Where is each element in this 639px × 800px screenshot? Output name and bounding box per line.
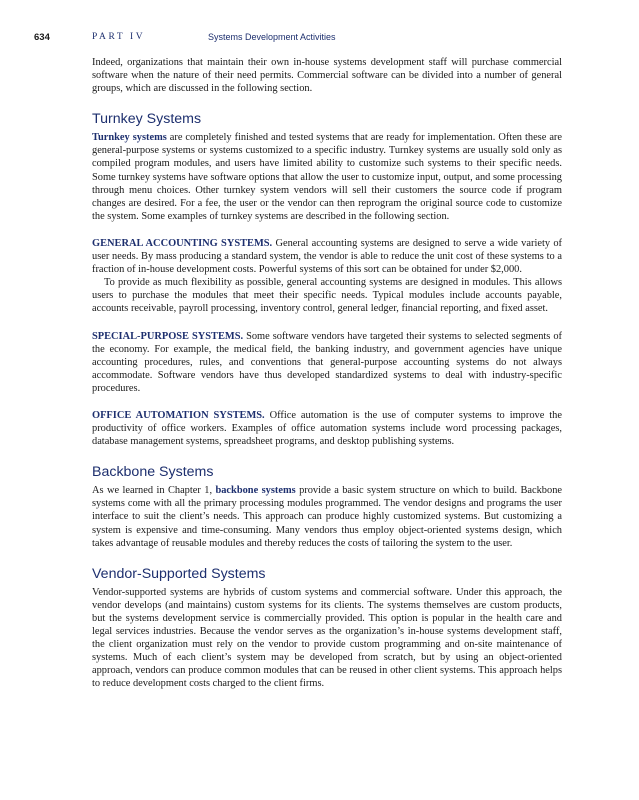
- part-title: Systems Development Activities: [208, 32, 336, 42]
- intro-paragraph: Indeed, organizations that maintain their own in-house systems development staff will purchase commercial software when the nature of their need permits. Commercial software can be divided into a number of general groups, which are discussed in the following section.: [92, 57, 562, 95]
- runin-special-purpose: SPECIAL-PURPOSE SYSTEMS.: [92, 330, 244, 342]
- special-purpose-paragraph: [92, 330, 562, 395]
- office-automation-text: Office automation is the use of computer systems to improve the productivity of office workers. Examples of office automation systems include word processing packages, database management systems, spreadsheet programs, and desktop publishing systems.: [92, 409, 562, 448]
- heading-backbone-systems: Backbone Systems: [92, 464, 214, 481]
- general-accounting-paragraph: [92, 237, 562, 276]
- vendor-supported-paragraph: Vendor-supported systems are hybrids of custom systems and commercial software. Under this approach, the vendor develops (and maintains) custom systems for its clients. The systems themselves are custom products, but the systems development service is commercially provided. This option is popular in the health care and legal services industries. Because the vendor serves as the organization’s in-house systems development staff, the client organization must rely on the vendor to provide custom programming and on-site maintenance of systems. Much of each client’s system may be developed from scratch, but by using an object-oriented approach, vendors can produce common modules that can be reused in other client systems. This approach helps to reduce development costs charged to the client firms.: [92, 586, 562, 690]
- page-number: 634: [34, 32, 50, 43]
- term-turnkey-systems: Turnkey systems: [92, 132, 167, 144]
- turnkey-text: are completely finished and tested systems that are ready for implementation. Often these are general-purpose systems or systems customized to a specific industry. Turnkey systems are usually sold only as compiled program modules, and users have limited ability to customize such systems to their specific needs. Some turnkey systems have software options that allow the user to customize input, output, and some processing through menu choices. Other turnkey system vendors will sell their customers the source code if program changes are desired. For a fee, the user or the vendor can then reprogram the original source code to customize the system. Some examples of turnkey systems are described in the following section.: [92, 132, 563, 222]
- general-accounting-text-1: General accounting systems are designed to serve a wide variety of user needs. By mass producing a standard system, the vendor is able to reduce the unit cost of these systems to a fraction of in-house development costs. Powerful systems of this sort can be obtained for under $2,000.: [92, 237, 563, 276]
- special-purpose-text: Some software vendors have targeted their systems to selected segments of the economy. For example, the medical field, the banking industry, and government agencies have unique accounting procedures, rules, and conventions that general-purpose accounting systems do not always accommodate. Software vendors have thus developed standardized systems to deal with industry-specific procedures.: [92, 330, 562, 394]
- backbone-paragraph: [92, 484, 562, 549]
- part-label: PART IV: [92, 32, 146, 42]
- runin-general-accounting: GENERAL ACCOUNTING SYSTEMS.: [92, 237, 273, 249]
- office-automation-paragraph: [92, 409, 562, 448]
- runin-office-automation: OFFICE AUTOMATION SYSTEMS.: [92, 409, 265, 421]
- page-body: [92, 56, 562, 690]
- heading-turnkey-systems: Turnkey Systems: [92, 111, 202, 128]
- term-backbone-systems: backbone systems: [215, 485, 296, 497]
- heading-vendor-supported-systems: Vendor-Supported Systems: [92, 565, 266, 582]
- backbone-text-after: provide a basic system structure on which to build. Backbone systems come with all the primary processing modules programmed. The vendor designs and programs the user interface to suit the client’s needs. This approach can produce highly customized systems. But customizing a system is expensive and time-consuming. Many vendors thus employ object-oriented systems design, which takes advantage of reusable modules and thereby reduces the costs of tailoring the system to the user.: [92, 485, 563, 549]
- general-accounting-text-2: To provide as much flexibility as possible, general accounting systems are designed in modules. This allows users to purchase the modules that meet their specific needs. Typical modules include accounts payable, accounts receivable, payroll processing, inventory control, general ledger, financial reporting, and fixed asset.: [92, 277, 562, 315]
- backbone-text-before: As we learned in Chapter 1,: [92, 485, 216, 497]
- turnkey-paragraph: [92, 131, 562, 223]
- running-header: [34, 32, 614, 46]
